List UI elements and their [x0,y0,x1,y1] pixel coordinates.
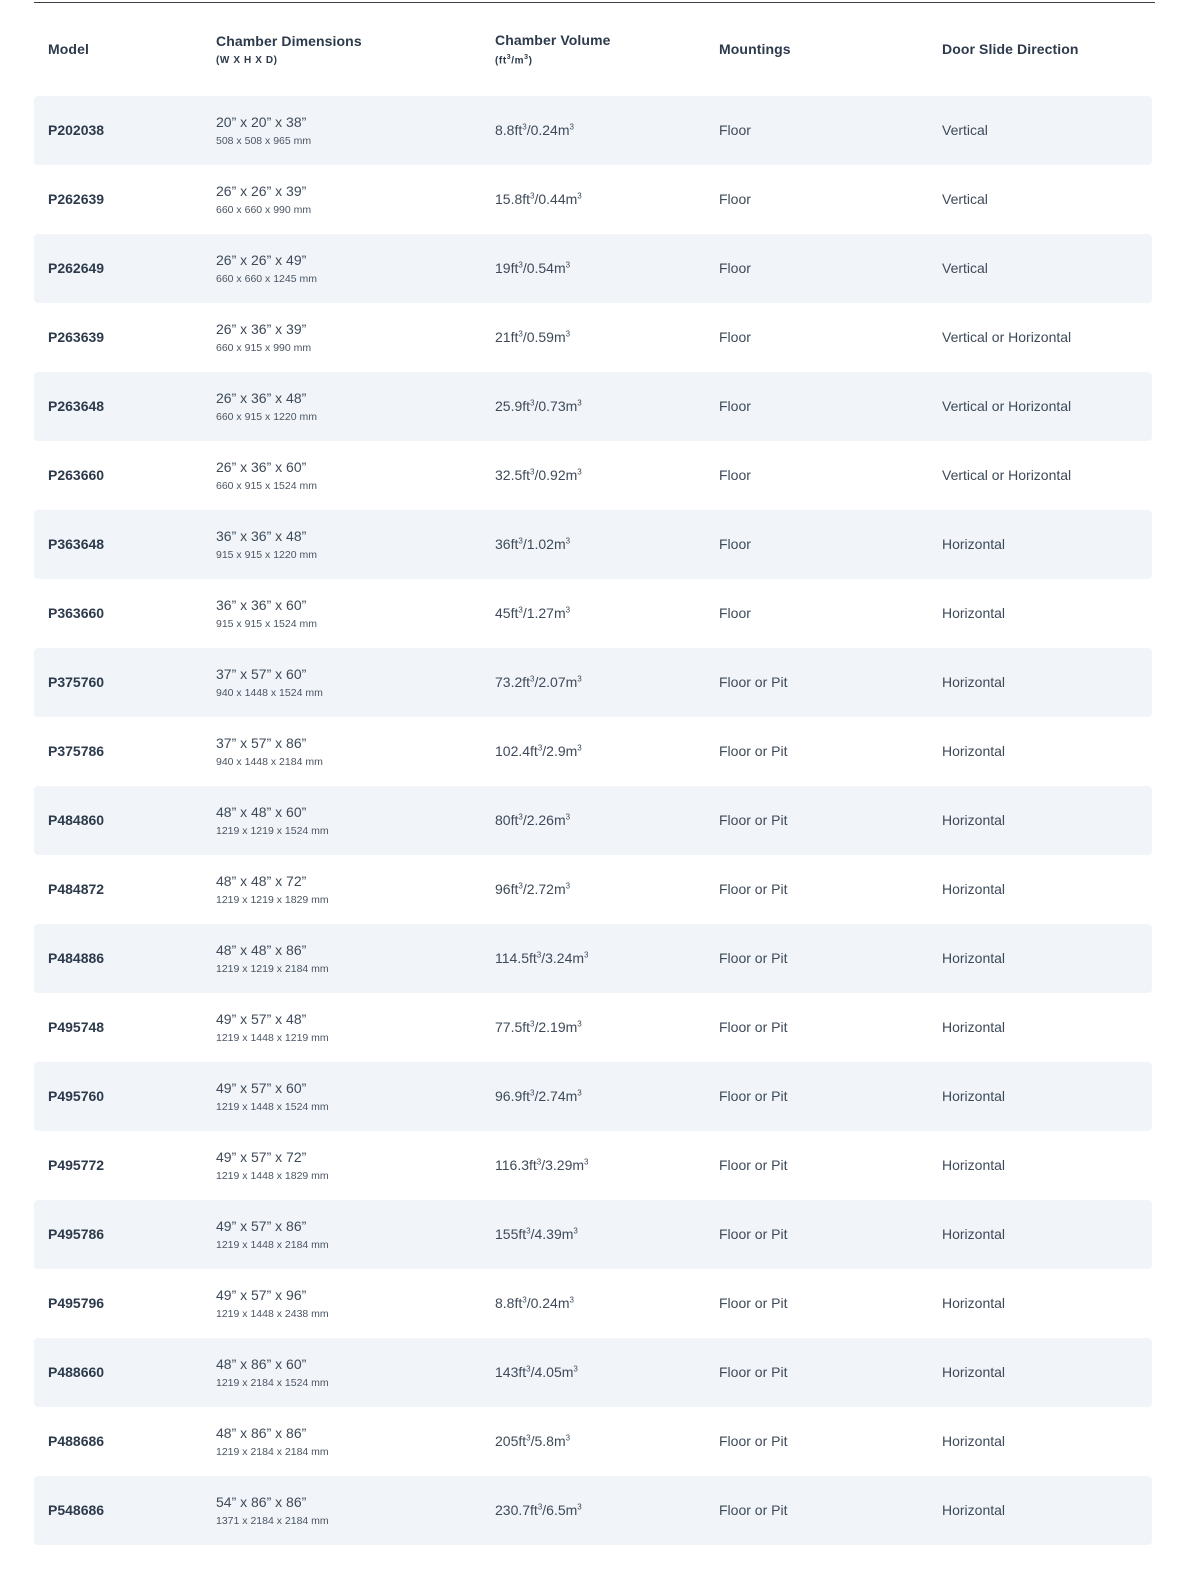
mounting-value: Floor [719,397,751,414]
mounting-value: Floor or Pit [719,673,788,690]
mountings-cell [719,881,787,899]
volume-cell [495,605,570,623]
dimensions-inches: 49” x 57” x 86” [216,1218,307,1234]
header-door-direction: Door Slide Direction [942,40,1079,57]
dimensions-mm: 1219 x 2184 x 1524 mm [216,1377,329,1389]
table-row [34,648,1152,717]
volume-value: $205ft^3/5.8m^3$ [495,1432,571,1449]
model-code: P495786 [48,1225,105,1242]
model-cell [48,1019,104,1037]
model-code: P495772 [48,1156,105,1173]
dimensions-inches: 26” x 26” x 39” [216,183,307,199]
model-cell [48,881,104,899]
mountings-cell [719,674,787,692]
volume-value: $21ft^3/0.59m^3$ [495,328,571,345]
mounting-value: Floor or Pit [719,1087,788,1104]
dimensions-mm: 1371 x 2184 x 2184 mm [216,1515,329,1527]
model-code: P495760 [48,1087,105,1104]
volume-value: $155ft^3/4.39m^3$ [495,1225,578,1242]
mounting-value: Floor or Pit [719,1225,788,1242]
model-cell [48,1502,104,1520]
door-direction-cell [942,1226,1005,1244]
mountings-cell [719,1433,787,1451]
volume-cell [495,467,582,485]
dimensions-cell [216,390,317,423]
mounting-value: Floor [719,121,751,138]
mounting-value: Floor or Pit [719,1156,788,1173]
model-cell [48,1226,104,1244]
table-row [34,855,1152,924]
mountings-cell [719,398,751,416]
door-direction-value: Horizontal [942,673,1006,690]
dimensions-mm: 660 x 660 x 990 mm [216,204,312,216]
door-direction-value: Horizontal [942,535,1006,552]
dimensions-cell [216,1287,329,1320]
header-dimensions-sub: (W X H X D) [216,55,278,66]
dimensions-cell [216,1149,329,1182]
door-direction-cell [942,1502,1005,1520]
volume-cell [495,812,570,830]
header-volume-sub: $(ft^3/m^3)$ [495,54,533,67]
dimensions-inches: 26” x 36” x 39” [216,321,307,337]
door-direction-cell [942,743,1005,761]
volume-cell [495,536,570,554]
mounting-value: Floor or Pit [719,742,788,759]
dimensions-inches: 26” x 36” x 60” [216,459,307,475]
model-cell [48,122,104,140]
volume-value: $143ft^3/4.05m^3$ [495,1363,578,1380]
door-direction-cell [942,122,988,140]
dimensions-mm: 915 x 915 x 1524 mm [216,618,317,630]
volume-value: $230.7ft^3/6.5m^3$ [495,1501,582,1518]
dimensions-mm: 1219 x 1219 x 1524 mm [216,825,329,837]
door-direction-value: Horizontal [942,949,1006,966]
model-cell [48,467,104,485]
dimensions-inches: 26” x 36” x 48” [216,390,307,406]
mountings-cell [719,950,787,968]
header-mountings: Mountings [719,40,791,57]
volume-cell [495,881,570,899]
door-direction-value: Vertical [942,259,988,276]
specs-table [34,3,1152,1545]
table-row [34,1062,1152,1131]
volume-cell [495,1364,578,1382]
model-code: P375760 [48,673,105,690]
door-direction-value: Horizontal [942,1156,1006,1173]
model-code: P484872 [48,880,105,897]
model-code: P488660 [48,1363,105,1380]
mountings-cell [719,1502,787,1520]
door-direction-cell [942,1295,1005,1313]
door-direction-value: Horizontal [942,1363,1006,1380]
mountings-cell [719,467,751,485]
model-code: P262639 [48,190,105,207]
table-row [34,1338,1152,1407]
table-row [34,786,1152,855]
volume-cell [495,398,582,416]
door-direction-cell [942,1157,1005,1175]
volume-value: $114.5ft^3/3.24m^3$ [495,949,589,966]
mounting-value: Floor [719,535,751,552]
model-code: P484860 [48,811,105,828]
volume-cell [495,1226,578,1244]
door-direction-cell [942,1364,1005,1382]
dimensions-inches: 20” x 20” x 38” [216,114,307,130]
dimensions-inches: 48” x 48” x 72” [216,873,307,889]
table-row [34,165,1152,234]
table-row [34,303,1152,372]
header-volume: Chamber Volume $(ft^3/m^3)$ [495,32,611,67]
table-row [34,1269,1152,1338]
dimensions-mm: 1219 x 1448 x 1829 mm [216,1170,329,1182]
mounting-value: Floor or Pit [719,1018,788,1035]
table-row [34,924,1152,993]
volume-cell [495,329,570,347]
door-direction-value: Vertical or Horizontal [942,466,1072,483]
dimensions-cell [216,252,317,285]
mountings-cell [719,812,787,830]
table-row [34,441,1152,510]
door-direction-value: Horizontal [942,1501,1006,1518]
table-row [34,1131,1152,1200]
dimensions-cell [216,804,329,837]
dimensions-mm: 915 x 915 x 1220 mm [216,549,317,561]
mounting-value: Floor [719,604,751,621]
volume-value: $8.8ft^3/0.24m^3$ [495,121,574,138]
dimensions-cell [216,873,329,906]
model-code: P548686 [48,1501,105,1518]
door-direction-cell [942,1088,1005,1106]
model-cell [48,536,104,554]
dimensions-cell [216,735,323,768]
dimensions-cell [216,183,311,216]
mounting-value: Floor or Pit [719,949,788,966]
volume-value: $19ft^3/0.54m^3$ [495,259,571,276]
dimensions-cell [216,1080,329,1113]
door-direction-value: Horizontal [942,1018,1006,1035]
dimensions-mm: 940 x 1448 x 1524 mm [216,687,323,699]
dimensions-inches: 49” x 57” x 48” [216,1011,307,1027]
mounting-value: Floor or Pit [719,880,788,897]
model-cell [48,674,104,692]
door-direction-value: Horizontal [942,604,1006,621]
volume-value: $32.5ft^3/0.92m^3$ [495,466,582,483]
dimensions-inches: 48” x 48” x 60” [216,804,307,820]
model-cell [48,1295,104,1313]
dimensions-mm: 1219 x 2184 x 2184 mm [216,1446,329,1458]
model-cell [48,329,104,347]
door-direction-cell [942,881,1005,899]
dimensions-mm: 940 x 1448 x 2184 mm [216,756,323,768]
dimensions-cell [216,597,317,630]
mountings-cell [719,1295,787,1313]
dimensions-inches: 48” x 86” x 86” [216,1425,307,1441]
mountings-cell [719,536,751,554]
table-row [34,510,1152,579]
door-direction-value: Horizontal [942,1225,1006,1242]
model-code: P495796 [48,1294,105,1311]
dimensions-inches: 48” x 86” x 60” [216,1356,307,1372]
mounting-value: Floor or Pit [719,1363,788,1380]
mounting-value: Floor [719,466,751,483]
dimensions-cell [216,942,329,975]
volume-cell [495,950,589,968]
volume-value: $73.2ft^3/2.07m^3$ [495,673,582,690]
door-direction-cell [942,950,1005,968]
mountings-cell [719,122,751,140]
table-row [34,1200,1152,1269]
volume-cell [495,674,582,692]
volume-cell [495,1019,582,1037]
dimensions-cell [216,666,323,699]
volume-value: $96.9ft^3/2.74m^3$ [495,1087,582,1104]
door-direction-cell [942,191,988,209]
table-row [34,1476,1152,1545]
dimensions-mm: 660 x 915 x 990 mm [216,342,312,354]
mountings-cell [719,1157,787,1175]
dimensions-cell [216,459,317,492]
table-row [34,96,1152,165]
table-row [34,1407,1152,1476]
door-direction-cell [942,812,1005,830]
dimensions-mm: 1219 x 1219 x 1829 mm [216,894,329,906]
dimensions-inches: 49” x 57” x 72” [216,1149,307,1165]
dimensions-mm: 1219 x 1219 x 2184 mm [216,963,329,975]
dimensions-mm: 1219 x 1448 x 2438 mm [216,1308,329,1320]
volume-value: $15.8ft^3/0.44m^3$ [495,190,582,207]
model-cell [48,1088,104,1106]
volume-cell [495,1502,582,1520]
model-code: P263639 [48,328,105,345]
dimensions-inches: 26” x 26” x 49” [216,252,307,268]
door-direction-value: Horizontal [942,1432,1006,1449]
door-direction-cell [942,1019,1005,1037]
dimensions-mm: 1219 x 1448 x 1219 mm [216,1032,329,1044]
model-code: P484886 [48,949,105,966]
model-code: P495748 [48,1018,105,1035]
dimensions-inches: 37” x 57” x 86” [216,735,307,751]
volume-value: $102.4ft^3/2.9m^3$ [495,742,582,759]
table-row [34,579,1152,648]
model-code: P262649 [48,259,105,276]
dimensions-inches: 49” x 57” x 96” [216,1287,307,1303]
door-direction-value: Horizontal [942,811,1006,828]
dimensions-mm: 660 x 660 x 1245 mm [216,273,317,285]
mountings-cell [719,329,751,347]
volume-value: $77.5ft^3/2.19m^3$ [495,1018,582,1035]
header-model: Model [48,40,89,57]
door-direction-value: Vertical [942,190,988,207]
volume-cell [495,191,582,209]
dimensions-inches: 48” x 48” x 86” [216,942,307,958]
model-cell [48,950,104,968]
dimensions-cell [216,1011,329,1044]
model-cell [48,812,104,830]
model-cell [48,1433,104,1451]
volume-value: $116.3ft^3/3.29m^3$ [495,1156,589,1173]
volume-value: $36ft^3/1.02m^3$ [495,535,571,552]
dimensions-inches: 54” x 86” x 86” [216,1494,307,1510]
door-direction-value: Horizontal [942,1294,1006,1311]
volume-cell [495,1088,582,1106]
model-cell [48,191,104,209]
mounting-value: Floor [719,259,751,276]
mounting-value: Floor or Pit [719,1294,788,1311]
mounting-value: Floor or Pit [719,1432,788,1449]
dimensions-mm: 660 x 915 x 1220 mm [216,411,317,423]
mountings-cell [719,1226,787,1244]
door-direction-cell [942,467,1071,485]
dimensions-cell [216,1218,329,1251]
volume-value: $96ft^3/2.72m^3$ [495,880,571,897]
mountings-cell [719,191,751,209]
volume-cell [495,260,570,278]
model-cell [48,398,104,416]
volume-value: $25.9ft^3/0.73m^3$ [495,397,582,414]
volume-cell [495,1295,574,1313]
model-cell [48,1157,104,1175]
table-row [34,717,1152,786]
dimensions-inches: 37” x 57” x 60” [216,666,307,682]
model-cell [48,605,104,623]
table-row [34,993,1152,1062]
table-body [34,96,1152,1545]
door-direction-cell [942,398,1071,416]
dimensions-inches: 49” x 57” x 60” [216,1080,307,1096]
model-code: P375786 [48,742,105,759]
mountings-cell [719,605,751,623]
mountings-cell [719,1364,787,1382]
dimensions-mm: 660 x 915 x 1524 mm [216,480,317,492]
volume-cell [495,743,582,761]
door-direction-cell [942,605,1005,623]
model-code: P263660 [48,466,105,483]
dimensions-cell [216,1356,329,1389]
door-direction-cell [942,329,1071,347]
mounting-value: Floor [719,190,751,207]
mounting-value: Floor or Pit [719,1501,788,1518]
door-direction-cell [942,536,1005,554]
volume-value: $80ft^3/2.26m^3$ [495,811,571,828]
door-direction-cell [942,1433,1005,1451]
table-header [34,3,1152,96]
model-cell [48,260,104,278]
dimensions-cell [216,114,311,147]
dimensions-cell [216,528,317,561]
mountings-cell [719,1019,787,1037]
model-cell [48,743,104,761]
mountings-cell [719,1088,787,1106]
dimensions-cell [216,1425,329,1458]
door-direction-value: Vertical [942,121,988,138]
dimensions-inches: 36” x 36” x 60” [216,597,307,613]
model-code: P488686 [48,1432,105,1449]
dimensions-cell [216,1494,329,1527]
model-code: P363660 [48,604,105,621]
model-code: P363648 [48,535,105,552]
volume-cell [495,1433,570,1451]
door-direction-cell [942,674,1005,692]
volume-cell [495,1157,589,1175]
door-direction-value: Horizontal [942,742,1006,759]
door-direction-value: Horizontal [942,1087,1006,1104]
mounting-value: Floor [719,328,751,345]
volume-value: $45ft^3/1.27m^3$ [495,604,571,621]
table-row [34,234,1152,303]
model-cell [48,1364,104,1382]
dimensions-inches: 36” x 36” x 48” [216,528,307,544]
mountings-cell [719,260,751,278]
dimensions-cell [216,321,311,354]
mountings-cell [719,743,787,761]
model-code: P263648 [48,397,105,414]
volume-value: $8.8ft^3/0.24m^3$ [495,1294,574,1311]
dimensions-mm: 1219 x 1448 x 1524 mm [216,1101,329,1113]
dimensions-mm: 1219 x 1448 x 2184 mm [216,1239,329,1251]
volume-cell [495,122,574,140]
door-direction-value: Vertical or Horizontal [942,328,1072,345]
table-row [34,372,1152,441]
door-direction-value: Horizontal [942,880,1006,897]
mounting-value: Floor or Pit [719,811,788,828]
dimensions-mm: 508 x 508 x 965 mm [216,135,312,147]
model-code: P202038 [48,121,105,138]
door-direction-value: Vertical or Horizontal [942,397,1072,414]
door-direction-cell [942,260,988,278]
header-dimensions: Chamber Dimensions (W X H X D) [216,33,362,66]
